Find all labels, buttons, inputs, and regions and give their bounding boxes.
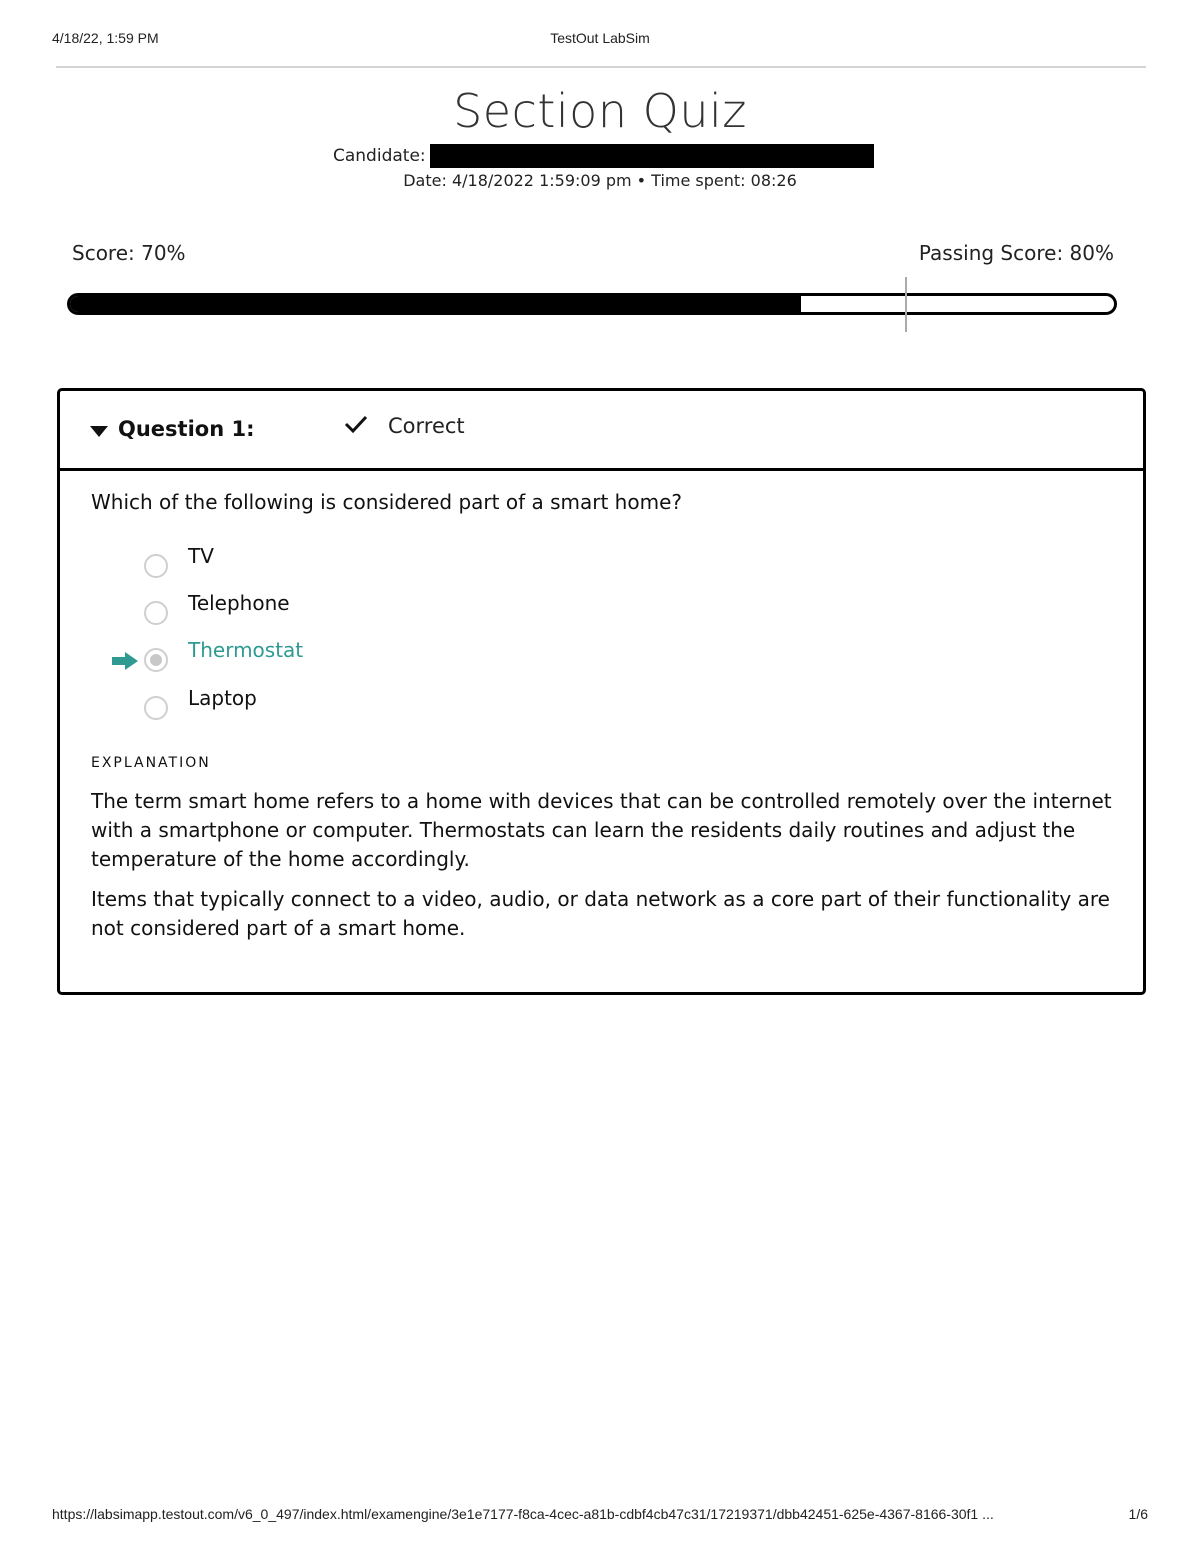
print-title: TestOut LabSim <box>550 30 650 46</box>
radio-button[interactable] <box>144 601 168 625</box>
answer-label: Thermostat <box>188 638 304 662</box>
answer-option[interactable] <box>60 591 660 631</box>
explanation-heading: EXPLANATION <box>91 755 211 771</box>
quiz-meta: Date: 4/18/2022 1:59:09 pm • Time spent: 08:26 <box>403 171 797 190</box>
passing-score-marker <box>905 277 907 332</box>
question-text: Which of the following is considered part of a smart home? <box>91 490 682 514</box>
question-card <box>57 388 1146 995</box>
explanation-body <box>91 787 1121 954</box>
answer-option[interactable] <box>60 638 660 678</box>
radio-button[interactable] <box>144 696 168 720</box>
answer-option[interactable] <box>60 686 660 726</box>
score-label: Score: 70% <box>72 241 186 265</box>
print-header <box>52 30 1148 50</box>
radio-button[interactable] <box>144 648 168 672</box>
answer-label: Telephone <box>188 591 290 615</box>
answer-option[interactable] <box>60 544 660 584</box>
candidate-redaction <box>430 144 874 168</box>
arrow-right-icon <box>112 652 138 674</box>
passing-score-label: Passing Score: 80% <box>918 241 1114 265</box>
radio-button[interactable] <box>144 554 168 578</box>
checkmark-icon <box>343 413 369 439</box>
print-date: 4/18/22, 1:59 PM <box>52 30 159 46</box>
question-status: Correct <box>388 414 465 438</box>
candidate-row <box>333 144 874 168</box>
score-progress-fill <box>70 296 801 312</box>
score-progress-bar <box>67 293 1117 315</box>
question-number: Question 1: <box>118 417 255 441</box>
print-footer <box>52 1506 1148 1526</box>
page-number: 1/6 <box>1128 1506 1148 1522</box>
explanation-paragraph: Items that typically connect to a video, audio, or data network as a core part of their functionality are not considered part of a smart home. <box>91 887 1110 940</box>
page-url: https://labsimapp.testout.com/v6_0_497/index.html/examengine/3e1e7177-f8ca-4cec-a81b-cdbf4cb47c31/17219371/dbb42451-625e-4367-8166-30f1 ... <box>52 1506 994 1522</box>
caret-down-icon[interactable] <box>90 426 108 437</box>
candidate-label: Candidate: <box>333 146 426 166</box>
answer-label: Laptop <box>188 686 257 710</box>
explanation-paragraph: The term smart home refers to a home with devices that can be controlled remotely over the internet with a smartphone or computer. Thermostats can learn the residents daily routines and adjust the temperature of the home accordingly. <box>91 789 1112 871</box>
header-divider <box>56 66 1146 68</box>
question-header[interactable] <box>60 391 1143 471</box>
page-title: Section Quiz <box>453 84 747 138</box>
answer-label: TV <box>188 544 214 568</box>
